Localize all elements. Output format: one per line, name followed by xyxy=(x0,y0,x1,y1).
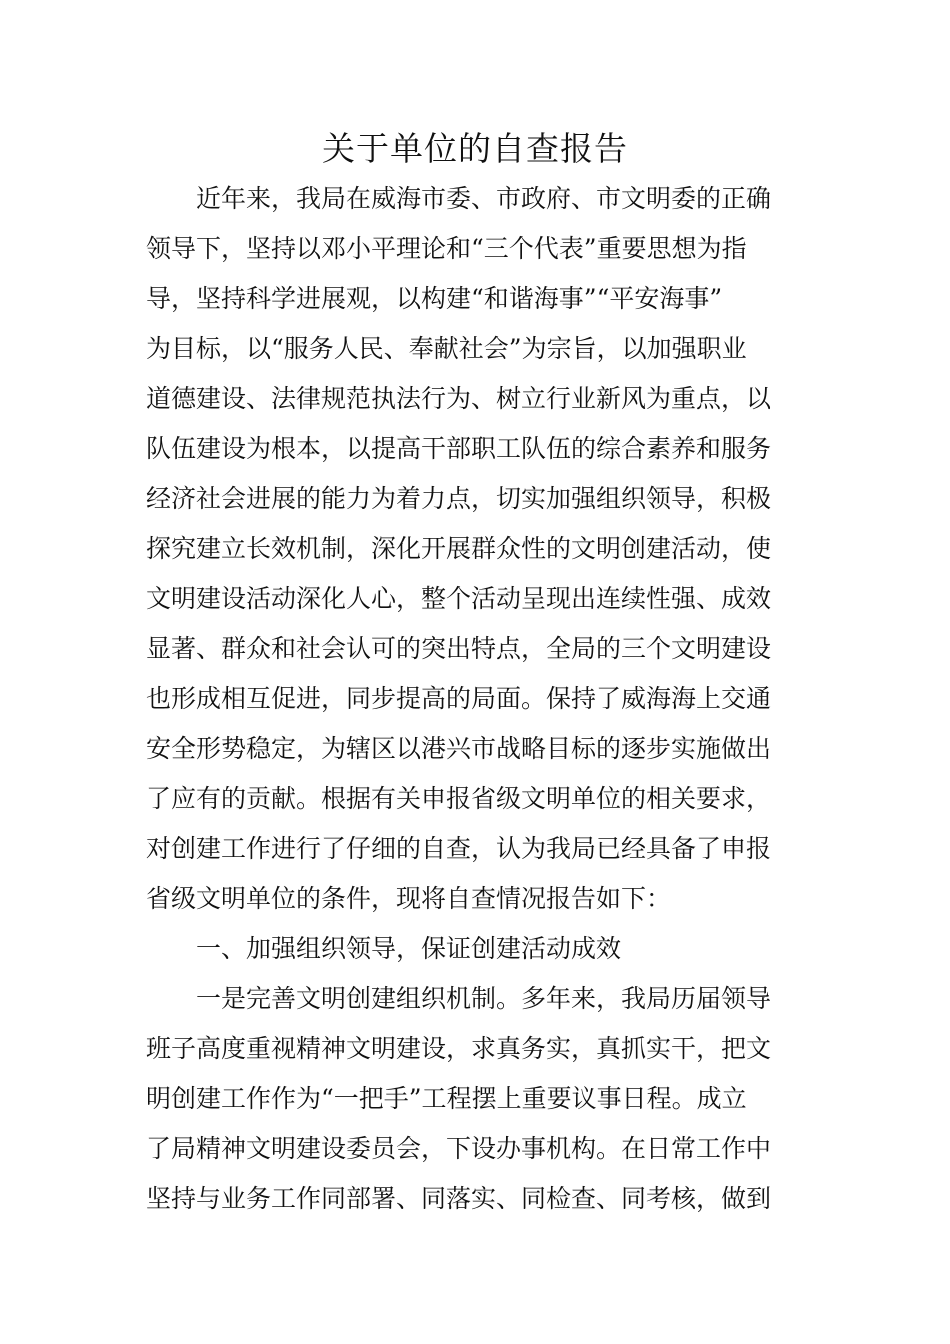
paragraph-line: 文明建设活动深化人心，整个活动呈现出连续性强、成效 xyxy=(146,584,772,613)
paragraph-line: 安全形势稳定，为辖区以港兴市战略目标的逐步实施做出 xyxy=(146,734,772,763)
paragraph-line: 队伍建设为根本，以提高干部职工队伍的综合素养和服务 xyxy=(146,434,772,463)
paragraph-line: 坚持与业务工作同部署、同落实、同检查、同考核，做到 xyxy=(146,1184,772,1213)
document-title: 关于单位的自查报告 xyxy=(322,129,628,168)
paragraph-line: 领导下，坚持以邓小平理论和“三个代表”重要思想为指 xyxy=(146,234,747,263)
paragraph-line: 经济社会进展的能力为着力点，切实加强组织领导，积极 xyxy=(146,484,772,513)
paragraph-line: 对创建工作进行了仔细的自查，认为我局已经具备了申报 xyxy=(146,834,772,863)
paragraph-line: 导，坚持科学进展观，以构建“和谐海事”“平安海事” xyxy=(146,284,723,313)
paragraph-line: 显著、群众和社会认可的突出特点，全局的三个文明建设 xyxy=(146,634,772,663)
paragraph-line: 为目标，以“服务人民、奉献社会”为宗旨，以加强职业 xyxy=(146,334,747,363)
paragraph-line: 一是完善文明创建组织机制。多年来，我局历届领导 xyxy=(196,984,772,1013)
paragraph-line: 明创建工作作为“一把手”工程摆上重要议事日程。成立 xyxy=(146,1084,747,1113)
paragraph-line: 了应有的贡献。根据有关申报省级文明单位的相关要求， xyxy=(146,784,772,813)
paragraph-line: 省级文明单位的条件，现将自查情况报告如下： xyxy=(146,884,672,913)
document-body xyxy=(146,174,816,1224)
paragraph-line: 也形成相互促进，同步提高的局面。保持了威海海上交通 xyxy=(146,684,772,713)
paragraph-line: 一、加强组织领导，保证创建活动成效 xyxy=(196,934,622,963)
paragraph-line: 了局精神文明建设委员会，下设办事机构。在日常工作中 xyxy=(146,1134,772,1163)
paragraph-line: 班子高度重视精神文明建设，求真务实，真抓实干，把文 xyxy=(146,1034,772,1063)
paragraph-line: 探究建立长效机制，深化开展群众性的文明创建活动，使 xyxy=(146,534,772,563)
paragraph-line: 近年来，我局在威海市委、市政府、市文明委的正确 xyxy=(196,184,772,213)
paragraph-line: 道德建设、法律规范执法行为、树立行业新风为重点，以 xyxy=(146,384,772,413)
